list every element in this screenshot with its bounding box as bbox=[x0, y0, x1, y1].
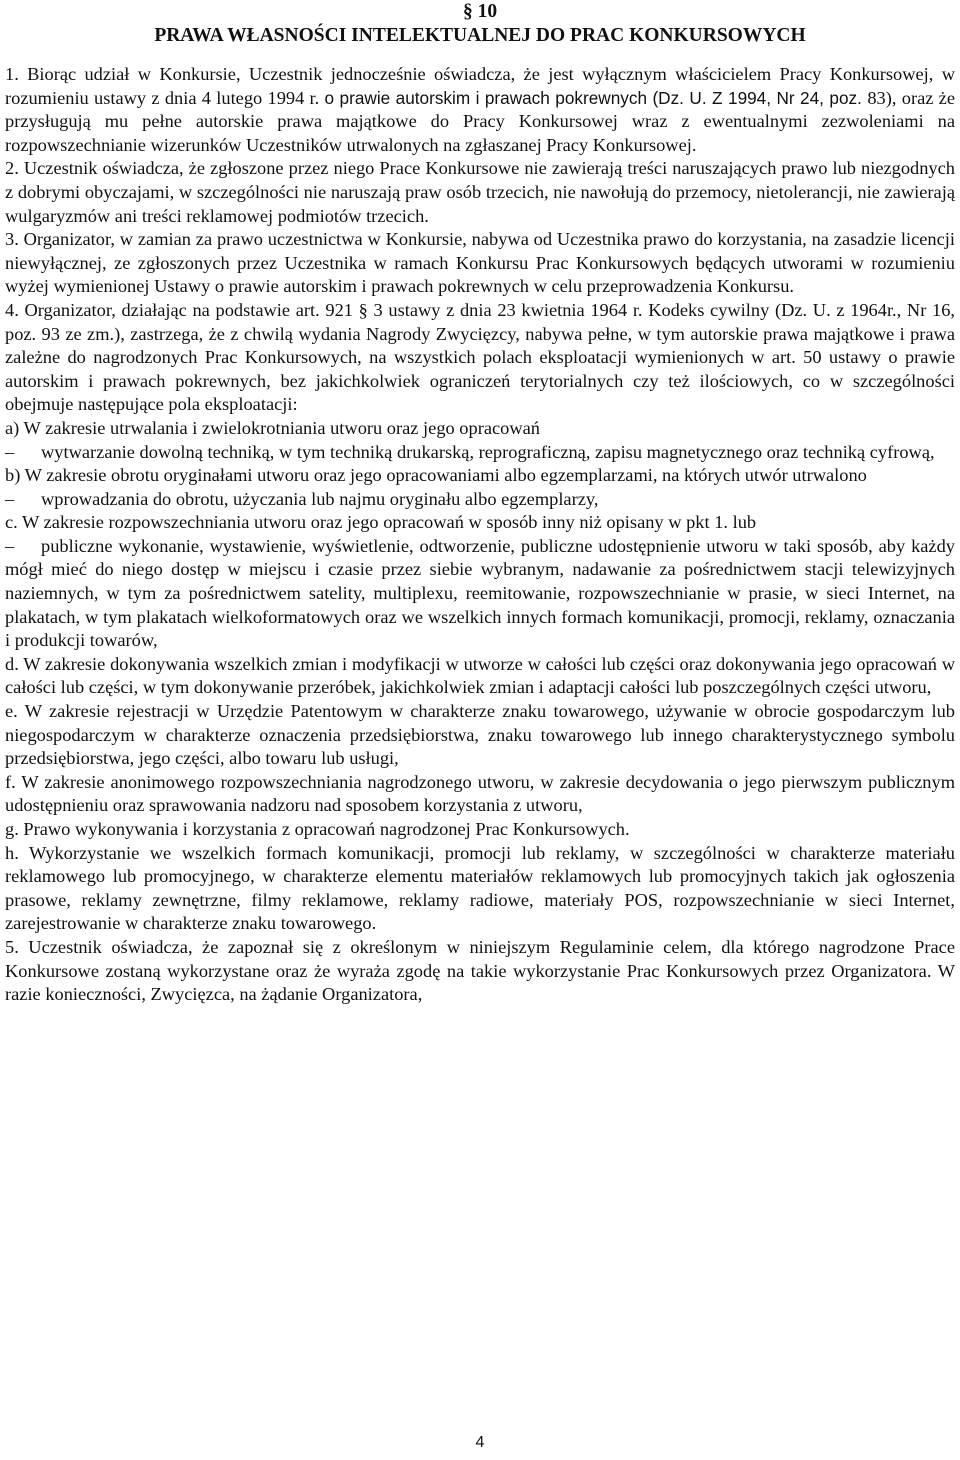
paragraph-1-part-b: o prawie autorskim i prawach pokrewnych (Dz. U. Z 1994, Nr 24, poz. bbox=[324, 87, 868, 108]
dash-bullet: – bbox=[5, 535, 15, 556]
page-number: 4 bbox=[475, 1434, 485, 1451]
section-title: PRAWA WŁASNOŚCI INTELEKTUALNEJ DO PRAC KONKURSOWYCH bbox=[154, 25, 806, 46]
paragraph-1-part-c: 83), oraz że przysługują mu pełne autorskie prawa majątkowe do Pracy Konkursowej wraz z ewentualnymi zezwoleniami na rozpowszechnianie wizerunków Uczestników utrwalonych na zgłaszanej Pracy Konkursowej. bbox=[5, 87, 955, 155]
dash-bullet: – bbox=[5, 441, 15, 462]
section-number: § 10 bbox=[462, 1, 498, 22]
list-item-f: f. W zakresie anonimowego rozpowszechniania nagrodzonego utworu, w zakresie decydowania o jego pierwszym publicznym udostępnieniu oraz sprawowania nadzoru nad sposobem korzystania z utworu, bbox=[5, 771, 955, 816]
paragraph-4: 4. Organizator, działając na podstawie art. 921 § 3 ustawy z dnia 23 kwietnia 1964 r. Kodeks cywilny (Dz. U. z 1964r., Nr 16, poz. 93 ze zm.), zastrzega, że z chwilą wydania Nagrody Zwycięzcy, nabywa pełne, w tym autorskie prawa majątkowe i prawa zależne do nagrodzonych Prac Konkursowych, na wszystkich polach eksploatacji wymienionych w art. 50 ustawy o prawie autorskim i prawach pokrewnych, bez jakichkolwiek ograniczeń terytorialnych czy też ilościowych, co w szczególności obejmuje następujące pola eksploatacji: bbox=[5, 299, 955, 415]
list-item-b: b) W zakresie obrotu oryginałami utworu oraz jego opracowaniami albo egzemplarzami, na których utwór utrwalono bbox=[5, 465, 867, 486]
list-item-e: e. W zakresie rejestracji w Urzędzie Patentowym w charakterze znaku towarowego, używanie w obrocie gospodarczym lub niegospodarczym w charakterze oznaczenia przedsiębiorstwa, znaku towarowego lub innego charakterystycznego symbolu przedsiębiorstwa, jego części, albo towaru lub usługi, bbox=[5, 701, 955, 769]
section-body bbox=[5, 63, 955, 1007]
paragraph-1 bbox=[5, 63, 955, 157]
list-item-h: h. Wykorzystanie we wszelkich formach komunikacji, promocji lub reklamy, w szczególności w charakterze materiału reklamowego lub promocyjnego, w charakterze elementu materiałów reklamowych lub promocyjnych takich jak ogłoszenia prasowe, reklamy zewnętrzne, filmy reklamowe, reklamy radiowe, materiały POS, rozpowszechnianie w sieci Internet, zarejestrowanie w charakterze znaku towarowego. bbox=[5, 842, 955, 934]
list-item-c: c. W zakresie rozpowszechniania utworu oraz jego opracowań w sposób inny niż opisany w pkt 1. lub bbox=[5, 512, 757, 533]
list-item-a: a) W zakresie utrwalania i zwielokrotniania utworu oraz jego opracowań bbox=[5, 417, 540, 438]
list-item-b-dash bbox=[5, 488, 955, 512]
paragraph-2: 2. Uczestnik oświadcza, że zgłoszone przez niego Prace Konkursowe nie zawierają treści naruszających prawo lub niezgodnych z dobrymi obyczajami, w szczególności nie naruszają praw osób trzecich, nie nawołują do przemocy, nietolerancji, nie zawierają wulgaryzmów ani treści reklamowej podmiotów trzecich. bbox=[5, 158, 955, 226]
list-item-c-dash bbox=[5, 535, 955, 653]
list-item-a-dash bbox=[5, 441, 955, 465]
paragraph-5: 5. Uczestnik oświadcza, że zapoznał się z określonym w niniejszym Regulaminie celem, dla którego nagrodzone Prace Konkursowe zostaną wykorzystane oraz że wyraża zgodę na takie wykorzystanie Prac Konkursowych przez Organizatora. W razie konieczności, Zwycięzca, na żądanie Organizatora, bbox=[5, 936, 955, 1005]
list-item-a-dash-text: wytwarzanie dowolną techniką, w tym techniką drukarską, reprograficzną, zapisu magnetycznego oraz techniką cyfrową, bbox=[41, 441, 935, 462]
list-item-b-dash-text: wprowadzania do obrotu, użyczania lub najmu oryginału albo egzemplarzy, bbox=[41, 488, 599, 509]
document-page bbox=[5, 0, 955, 1007]
paragraph-3: 3. Organizator, w zamian za prawo uczestnictwa w Konkursie, nabywa od Uczestnika prawo do korzystania, na zasadzie licencji niewyłącznej, ze zgłoszonych przez Uczestnika w ramach Konkursu Prac Konkursowych będących utworami w rozumieniu wyżej wymienionej Ustawy o prawie autorskim i prawach pokrewnych w celu przeprowadzenia Konkursu. bbox=[5, 229, 955, 297]
dash-bullet: – bbox=[5, 488, 15, 509]
paragraph-1-part-a: 1. Biorąc udział w Konkursie, Uczestnik jednocześnie oświadcza, że jest wyłącznym właścicielem Pracy Konkursowej, w rozumieniu ustawy z dnia 4 lutego 1994 r. bbox=[5, 64, 955, 108]
list-item-d: d. W zakresie dokonywania wszelkich zmian i modyfikacji w utworze w całości lub części oraz dokonywania jego opracowań w całości lub części, w tym dokonywanie przeróbek, jakichkolwiek zmian i adaptacji całości lub poszczególnych części utworu, bbox=[5, 653, 955, 698]
list-item-g: g. Prawo wykonywania i korzystania z opracowań nagrodzonej Prac Konkursowych. bbox=[5, 819, 630, 839]
list-item-c-dash-text: publiczne wykonanie, wystawienie, wyświetlenie, odtworzenie, publiczne udostępnienie utworu w taki sposób, aby każdy mógł mieć do niego dostęp w miejscu i czasie przez siebie wybranym, nadawanie za pośrednictwem stacji telewizyjnych naziemnych, w tym za pośrednictwem satelity, multiplexu, reemitowanie, rozpowszechnianie w prasie, w sieci Internet, na plakatach, w tym plakatach wielkoformatowych oraz we wszelkich innych formach komunikacji, promocji, reklamy, oznaczania i produkcji towarów, bbox=[5, 535, 955, 651]
